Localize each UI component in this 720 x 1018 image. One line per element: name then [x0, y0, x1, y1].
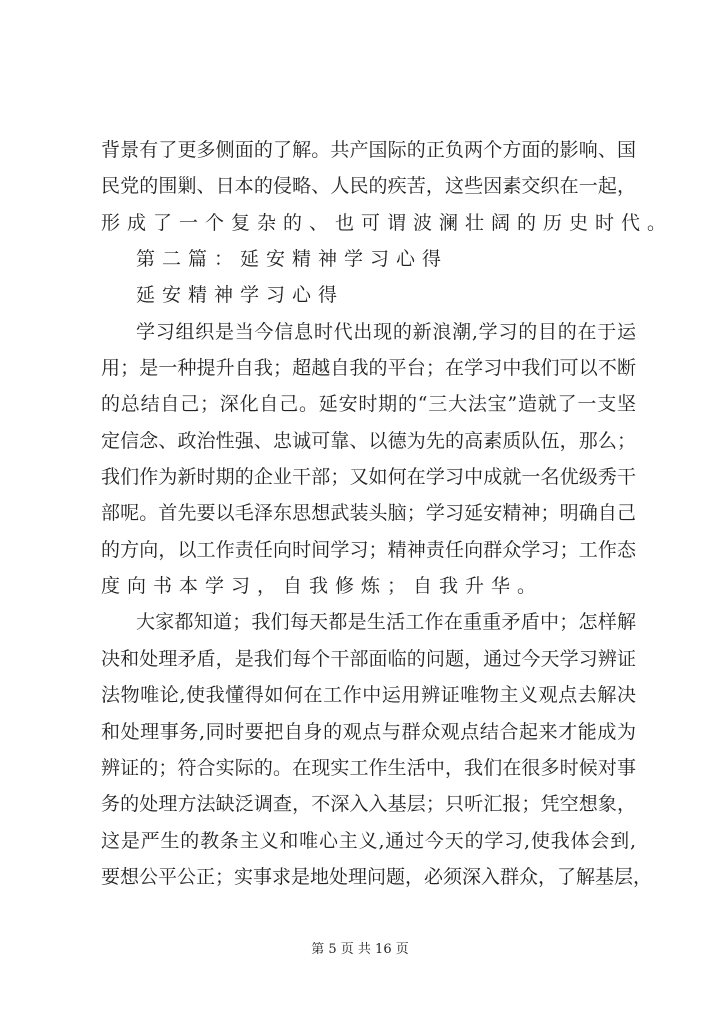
- text-line: 的总结自己；深化自己。延安时期的“三大法宝”造就了一支坚: [101, 393, 636, 416]
- text-line: 决和处理矛盾，是我们每个干部面临的问题，通过今天学习辨证: [101, 647, 636, 670]
- text-line: 要想公平公正；实事求是地处理问题，必须深入群众，了解基层，: [101, 865, 653, 888]
- text-line: 大家都知道；我们每天都是生活工作在重重矛盾中；怎样解: [136, 611, 636, 634]
- section-heading: 延安精神学习心得: [136, 284, 345, 307]
- text-line: 定信念、政治性强、忠诚可靠、以德为先的高素质队伍，那么；: [101, 429, 636, 452]
- text-line: 用；是一种提升自我；超越自我的平台；在学习中我们可以不断: [101, 357, 636, 380]
- text-line: 我们作为新时期的企业干部；又如何在学习中成就一名优级秀干: [101, 466, 636, 489]
- text-line: 度向书本学习，自我修炼；自我升华。: [101, 575, 544, 598]
- text-line: 法物唯论,使我懂得如何在工作中运用辨证唯物主义观点去解决: [101, 684, 636, 707]
- text-line: 和处理事务,同时要把自身的观点与群众观点结合起来才能成为: [101, 720, 636, 743]
- text-line: 的方向，以工作责任向时间学习；精神责任向群众学习；工作态: [101, 538, 636, 561]
- section-heading: 第二篇：延安精神学习心得: [136, 248, 449, 271]
- page-number-footer: 第 5 页 共 16 页: [311, 942, 409, 957]
- text-line: 部呢。首先要以毛泽东思想武装头脑；学习延安精神；明确自己: [101, 502, 636, 525]
- text-line: 学习组织是当今信息时代出现的新浪潮,学习的目的在于运: [136, 320, 636, 343]
- text-line: 形成了一个复杂的、也可谓波澜壮阔的历史时代。: [101, 211, 674, 234]
- document-body: [101, 132, 674, 895]
- text-line: 民党的围剿、日本的侵略、人民的疾苦，这些因素交织在一起，: [101, 175, 636, 198]
- text-line: 辨证的；符合实际的。在现实工作生活中，我们在很多时候对事: [101, 756, 636, 779]
- text-line: 背景有了更多侧面的了解。共产国际的正负两个方面的影响、国: [101, 139, 636, 161]
- text-line: 这是严生的教条主义和唯心主义,通过今天的学习,使我体会到,: [101, 829, 636, 852]
- text-line: 务的处理方法缺泛调查，不深入入基层；只听汇报；凭空想象，: [101, 793, 636, 816]
